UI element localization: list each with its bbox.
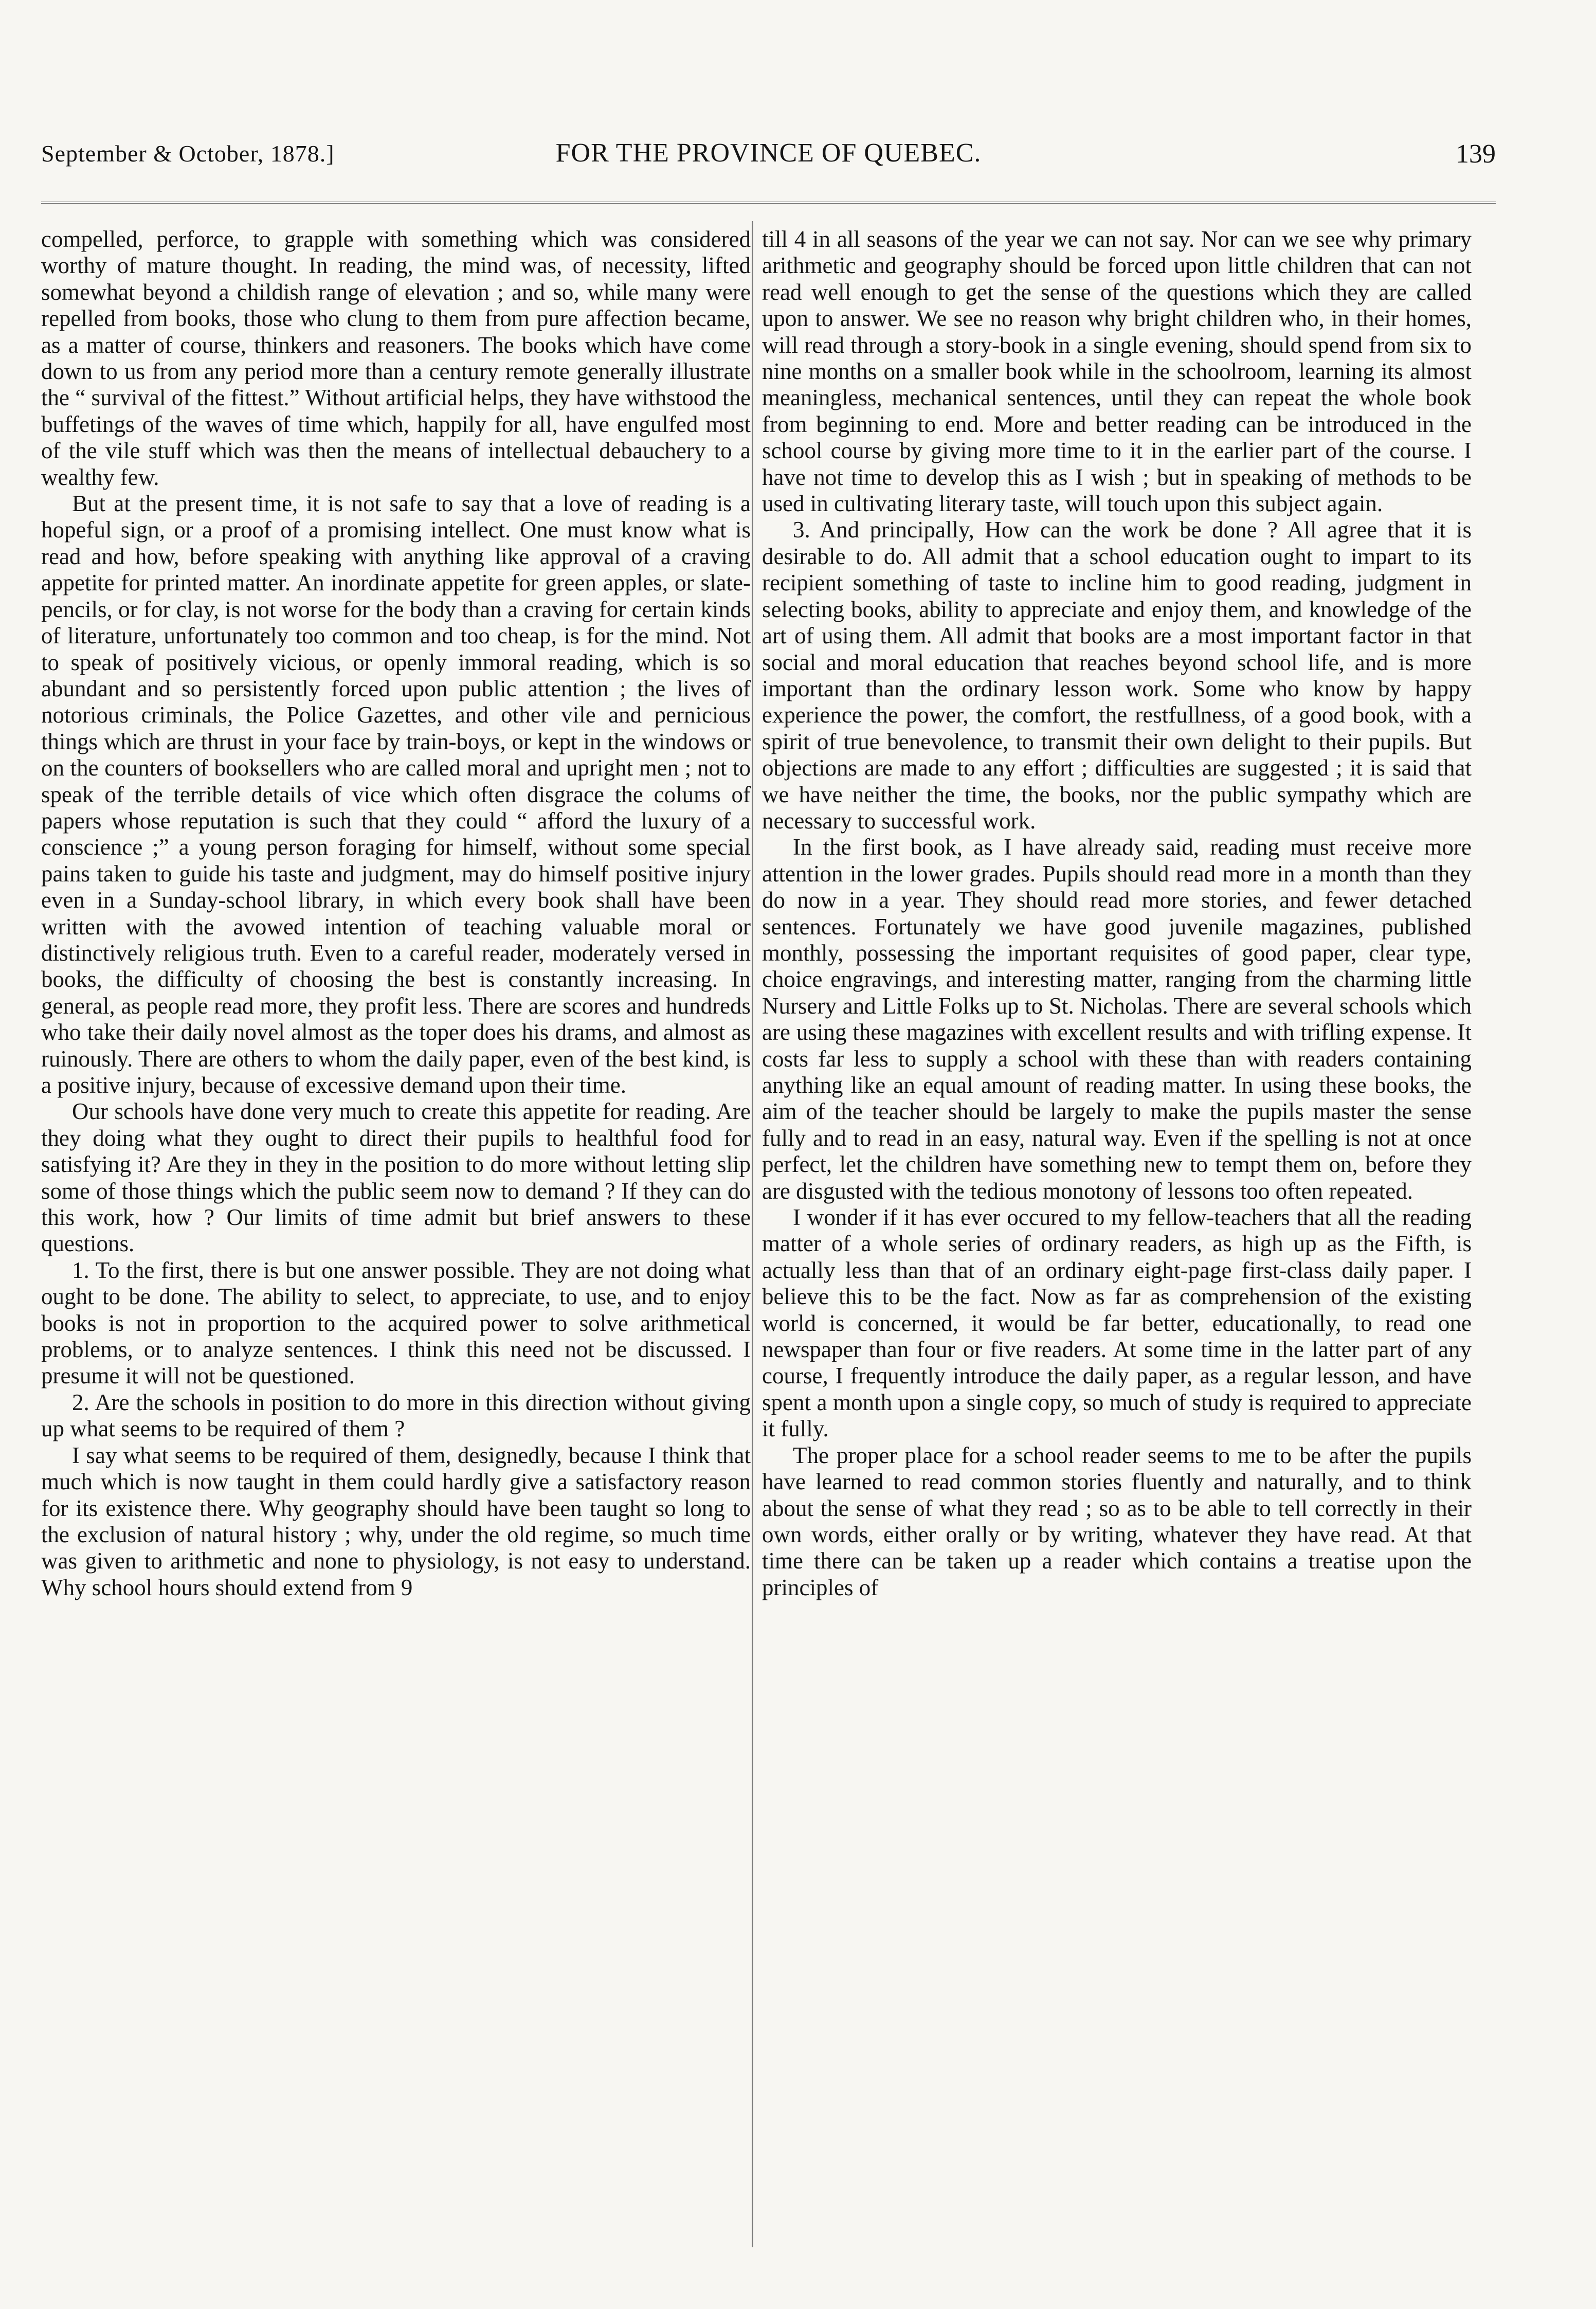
column-divider [752,221,753,2247]
paragraph: Our schools have done very much to create this appetite for reading. Are they doing what they ought to direct their pupils to healthful food for satisfying it? Are they in they in the position to do more without letting slip some of those things which the public seem now to demand ? If they can do this work, how ? Our limits of time admit but brief answers to these questions. [41,1098,751,1257]
paragraph: The proper place for a school reader seems to me to be after the pupils have learned to read common stories fluently and naturally, and to think about the sense of what they read ; so as to be able to tell correctly in their own words, either orally or by writing, whatever they have read. At that time there can be taken up a reader which contains a treatise upon the principles of [762,1442,1472,1600]
right-column [762,226,1472,2247]
paragraph: 2. Are the schools in position to do more in this direction without giving up what seems to be required of them ? [41,1389,751,1442]
header-rule [41,202,1496,204]
paragraph: compelled, perforce, to grapple with something which was considered worthy of mature thought. In reading, the mind was, of necessity, lifted somewhat beyond a childish range of elevation ; and so, while many were repelled from books, those who clung to them from pure affection became, as a matter of course, thinkers and reasoners. The books which have come down to us from any period more than a century remote generally illustrate the “ survival of the fittest.” Without artificial helps, they have withstood the buffetings of the waves of time which, happily for all, have engulfed most of the vile stuff which was then the means of intellectual debauchery to a wealthy few. [41,226,751,490]
paragraph: In the first book, as I have already said, reading must receive more attention in the lower grades. Pupils should read more in a month than they do now in a year. They should read more stories, and fewer detached sentences. Fortunately we have good juvenile magazines, published monthly, possessing the important requisites of good paper, clear type, choice engravings, and interesting matter, ranging from the charming little Nursery and Little Folks up to St. Nicholas. There are several schools which are using these magazines with excellent results and with trifling expense. It costs far less to supply a school with these than with readers containing anything like an equal amount of reading matter. In using these books, the aim of the teacher should be largely to make the pupils master the sense fully and to read in an easy, natural way. Even if the spelling is not at once perfect, let the children have something new to tempt them on, before they are disgusted with the tedious monotony of lessons too often repeated. [762,834,1472,1204]
header-date: September & October, 1878.] [41,140,335,167]
paragraph: I say what seems to be required of them, designedly, because I think that much which is now taught in them could hardly give a satisfactory reason for its existence there. Why geography should have been taught so long to the exclusion of natural history ; why, under the old regime, so much time was given to arithmetic and none to physiology, is not easy to understand. Why school hours should extend from 9 [41,1442,751,1600]
left-column [41,226,751,2247]
paragraph: till 4 in all seasons of the year we can not say. Nor can we see why primary arithmetic and geography should be forced upon little children that can not read well enough to get the sense of the questions which they are called upon to answer. We see no reason why bright children who, in their homes, will read through a story-book in a single evening, should spend from six to nine months on a smaller book while in the schoolroom, learning its almost meaningless, mechanical sentences, until they can repeat the whole book from beginning to end. More and better reading can be introduced in the school course by giving more time to it in the earlier part of the course. I have not time to develop this as I wish ; but in speaking of methods to be used in cultivating literary taste, will touch upon this subject again. [762,226,1472,517]
paragraph: But at the present time, it is not safe to say that a love of reading is a hopeful sign, or a proof of a promising intellect. One must know what is read and how, before speaking with anything like approval of a craving appetite for printed matter. An inordinate appetite for green apples, or slate-pencils, or for clay, is not worse for the body than a craving for certain kinds of literature, unfortunately too common and too cheap, is for the mind. Not to speak of positively vicious, or openly immoral reading, which is so abundant and so persistently forced upon public attention ; the lives of notorious criminals, the Police Gazettes, and other vile and pernicious things which are thrust in your face by train-boys, or kept in the windows or on the counters of booksellers who are called moral and upright men ; not to speak of the terrible details of vice which often disgrace the colums of papers whose reputation is such that they could “ afford the luxury of a conscience ;” a young person foraging for himself, without some special pains taken to guide his taste and judgment, may do himself positive injury even in a Sunday-school library, in which every book shall have been written with the avowed intention of teaching valuable moral or distinctively religious truth. Even to a careful reader, moderately versed in books, the difficulty of choosing the best is constantly increasing. In general, as people read more, they profit less. There are scores and hundreds who take their daily novel almost as the toper does his drams, and almost as ruinously. There are others to whom the daily paper, even of the best kind, is a positive injury, because of excessive demand upon their time. [41,491,751,1098]
paragraph: 1. To the first, there is but one answer possible. They are not doing what ought to be done. The ability to select, to appreciate, to use, and to enjoy books is not in proportion to the acquired power to solve arithmetical problems, or to analyze sentences. I think this need not be discussed. I presume it will not be questioned. [41,1257,751,1389]
paragraph: 3. And principally, How can the work be done ? All agree that it is desirable to do. All admit that a school education ought to impart to its recipient something of taste to incline him to good reading, judgment in selecting books, ability to appreciate and enjoy them, and knowledge of the art of using them. All admit that books are a most important factor in that social and moral education that reaches beyond school life, and is more important than the ordinary lesson work. Some who know by happy experience the power, the comfort, the restfullness, of a good book, with a spirit of true benevolence, to transmit their own delight to their pupils. But objections are made to any effort ; difficulties are suggested ; it is said that we have neither the time, the books, nor the public sympathy which are necessary to successful work. [762,517,1472,834]
running-header [41,135,1496,181]
header-title: FOR THE PROVINCE OF QUEBEC. [555,138,982,168]
page-number: 139 [1456,139,1496,169]
paragraph: I wonder if it has ever occured to my fellow-teachers that all the reading matter of a whole series of ordinary readers, as high up as the Fifth, is actually less than that of an ordinary eight-page first-class daily paper. I believe this to be the fact. Now as far as comprehension of the existing world is concerned, it would be far better, educationally, to read one newspaper than four or five readers. At some time in the latter part of any course, I frequently introduce the daily paper, as a regular lesson, and have spent a month upon a single copy, so much of study is required to appreciate it fully. [762,1204,1472,1442]
